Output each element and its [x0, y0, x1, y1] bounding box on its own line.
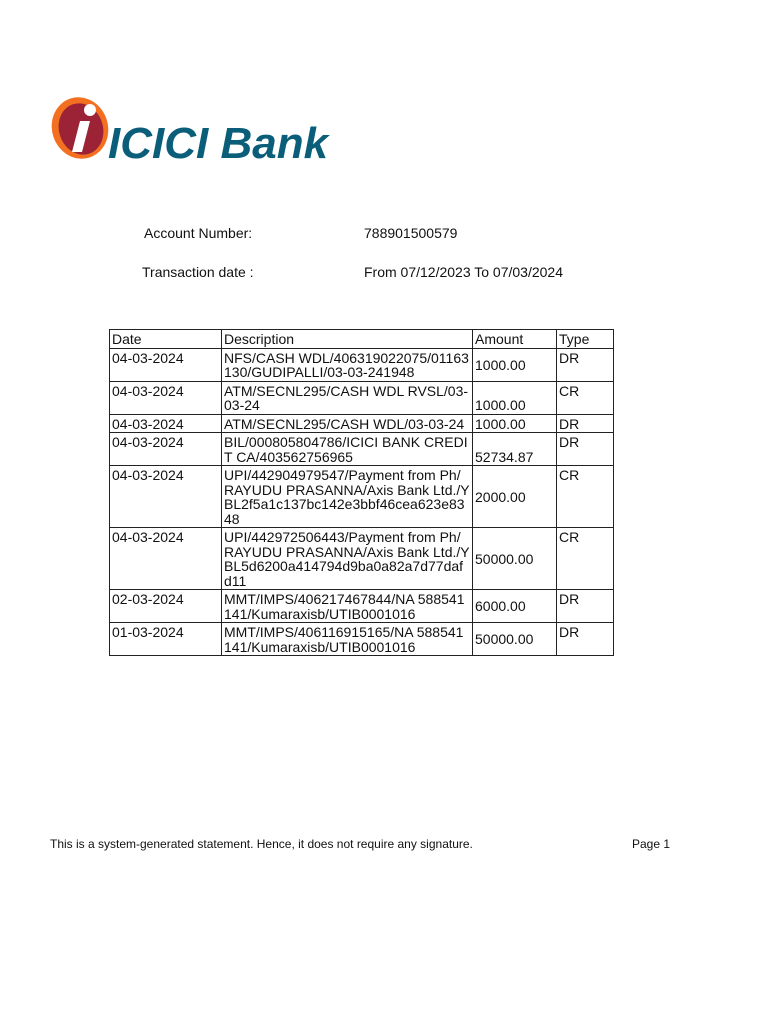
row-date: 01-03-2024 [110, 623, 222, 656]
row-description: ATM/SECNL295/CASH WDL RVSL/03-03-24 [222, 381, 473, 414]
row-date: 02-03-2024 [110, 590, 222, 623]
column-header-amount: Amount [473, 330, 557, 349]
row-description: NFS/CASH WDL/406319022075/01163130/GUDIPALLI/03-03-241948 [222, 348, 473, 381]
table-row [110, 348, 614, 381]
row-amount: 1000.00 [473, 381, 557, 414]
icici-emblem-icon [50, 96, 116, 166]
row-amount: 1000.00 [473, 348, 557, 381]
row-description: MMT/IMPS/406217467844/NA 588541141/Kumaraxisb/UTIB0001016 [222, 590, 473, 623]
transactions-table [109, 329, 614, 656]
row-description: MMT/IMPS/406116915165/NA 588541141/Kumaraxisb/UTIB0001016 [222, 623, 473, 656]
row-date: 04-03-2024 [110, 414, 222, 433]
page-number: Page 1 [632, 837, 671, 851]
row-description: UPI/442972506443/Payment from Ph/RAYUDU PRASANNA/Axis Bank Ltd./YBL5d6200a414794d9ba0a82a7d77dafd11 [222, 528, 473, 590]
footer-note: This is a system-generated statement. Hence, it does not require any signature. [50, 837, 473, 851]
row-type: DR [557, 590, 614, 623]
table-row [110, 466, 614, 528]
row-date: 04-03-2024 [110, 381, 222, 414]
column-header-date: Date [110, 330, 222, 349]
row-type: DR [557, 623, 614, 656]
column-header-description: Description [222, 330, 473, 349]
table-row [110, 528, 614, 590]
row-amount: 2000.00 [473, 466, 557, 528]
icici-bank-logo [50, 96, 380, 166]
logo-text: ICICI Bank [108, 119, 329, 166]
row-date: 04-03-2024 [110, 433, 222, 466]
row-amount: 50000.00 [473, 623, 557, 656]
column-header-type: Type [557, 330, 614, 349]
row-description: UPI/442904979547/Payment from Ph/RAYUDU PRASANNA/Axis Bank Ltd./YBL2f5a1c137bc142e3bbf46cea623e8348 [222, 466, 473, 528]
table-row [110, 623, 614, 656]
table-row [110, 433, 614, 466]
table-header-row [110, 330, 614, 349]
row-type: CR [557, 466, 614, 528]
row-type: CR [557, 528, 614, 590]
row-amount: 6000.00 [473, 590, 557, 623]
row-date: 04-03-2024 [110, 348, 222, 381]
row-amount: 52734.87 [473, 433, 557, 466]
table-row [110, 414, 614, 433]
account-number-label: Account Number: [144, 225, 253, 241]
row-date: 04-03-2024 [110, 466, 222, 528]
row-type: DR [557, 433, 614, 466]
row-type: DR [557, 414, 614, 433]
row-amount: 50000.00 [473, 528, 557, 590]
account-number-value: 788901500579 [364, 225, 458, 241]
table-row [110, 381, 614, 414]
transaction-date-label: Transaction date : [142, 264, 254, 280]
row-description: BIL/000805804786/ICICI BANK CREDIT CA/403562756965 [222, 433, 473, 466]
row-description: ATM/SECNL295/CASH WDL/03-03-24 [222, 414, 473, 433]
row-date: 04-03-2024 [110, 528, 222, 590]
row-amount: 1000.00 [473, 414, 557, 433]
table-row [110, 590, 614, 623]
row-type: DR [557, 348, 614, 381]
row-type: CR [557, 381, 614, 414]
transaction-date-value: From 07/12/2023 To 07/03/2024 [364, 264, 564, 280]
